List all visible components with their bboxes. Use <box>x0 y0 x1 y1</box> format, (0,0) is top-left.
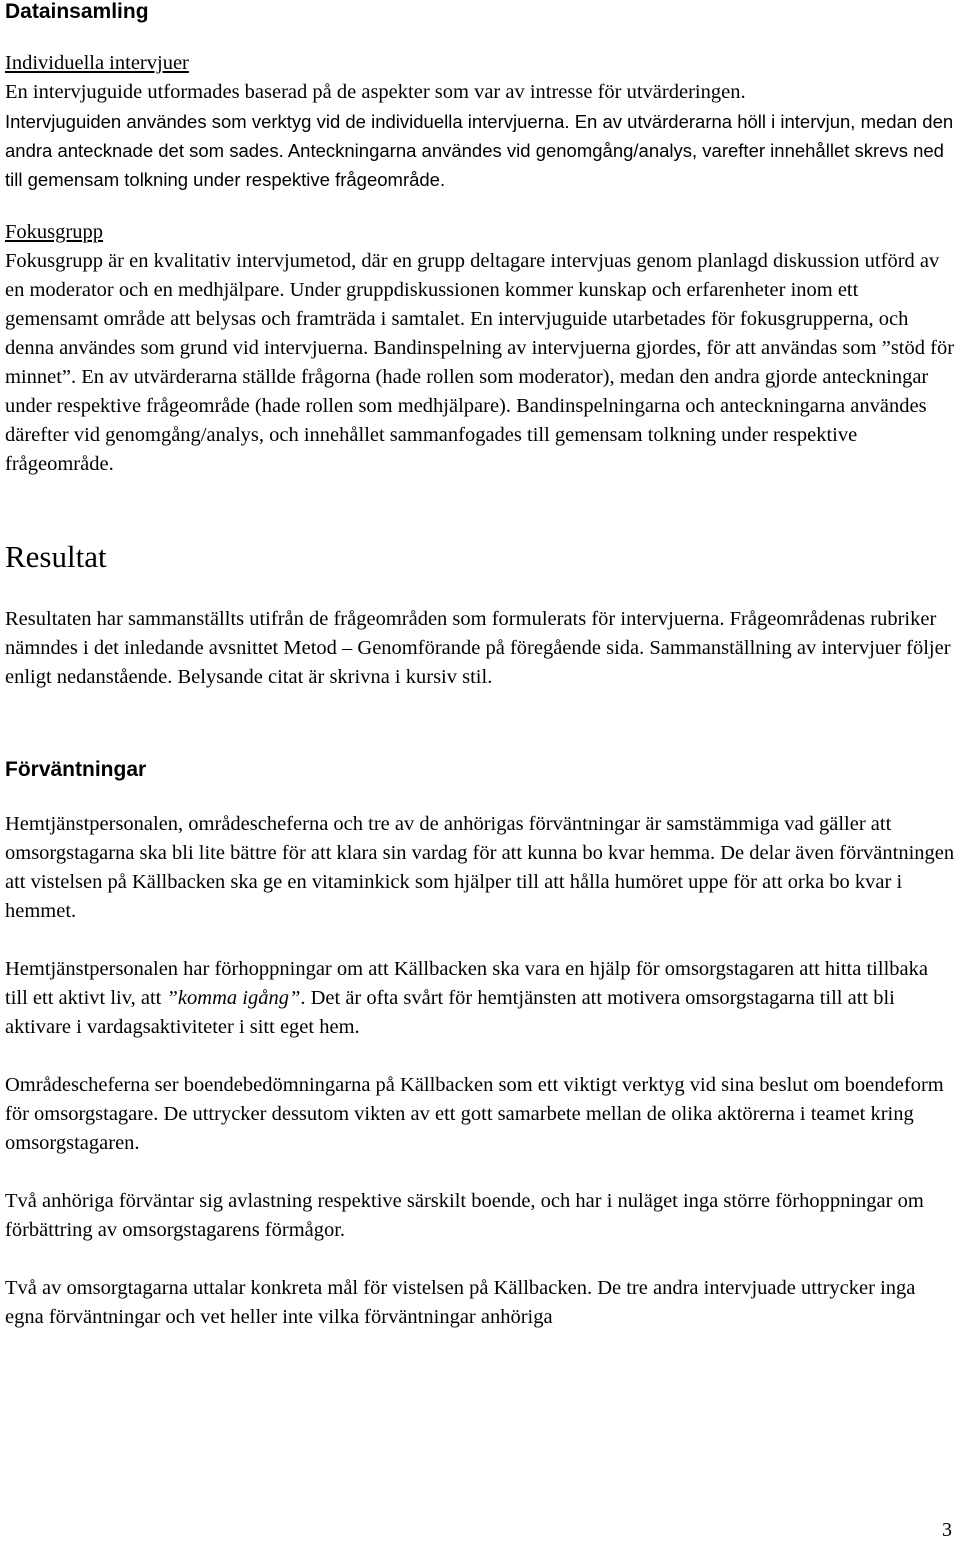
paragraph-forvantningar-3: Områdescheferna ser boendebedömningarna på Källbacken som ett viktigt verktyg vid sina beslut om boendeform för omsorgstagare. De uttrycker dessutom vikten av ett gott samarbete mellan de olika aktörerna i teamet kring omsorgstagaren. <box>5 1074 944 1154</box>
paragraph-forvantningar-2-end: . Det är ofta svårt för hemtjänsten att motivera omsorgstagarna till att bli aktivare i vardagsaktiviteter i sitt eget hem. <box>5 987 895 1038</box>
section-title-resultat: Resultat <box>5 539 107 574</box>
paragraph-forvantningar-2-start: Hemtjänstpersonalen har förhoppningar om att Källbacken ska vara en hjälp för omsorgstagaren att hitta tillbaka till ett aktivt liv, att <box>5 958 928 1009</box>
paragraph-individuella-intervjuer: Intervjuguiden användes som verktyg vid de individuella intervjuerna. En av utvärderarna höll i intervjun, medan den andra antecknade det som sades. Anteckningarna användes vid genomgång/analys, varefter innehållet skrevs ned till gemensam tolkning under respektive frågeområde. <box>5 111 954 190</box>
paragraph-forvantningar-2 <box>5 955 955 1042</box>
document-page <box>5 0 955 1332</box>
paragraph-forvantningar-5: Två av omsorgtagarna uttalar konkreta mål för vistelsen på Källbacken. De tre andra intervjuade uttrycker inga egna förväntningar och vet heller inte vilka förväntningar anhöriga <box>5 1277 916 1328</box>
subheading-individuella-intervjuer: Individuella intervjuer <box>5 52 189 74</box>
paragraph-forvantningar-4: Två anhöriga förväntar sig avlastning respektive särskilt boende, och har i nuläget inga större förhoppningar om förbättring av omsorgstagarens förmågor. <box>5 1190 924 1241</box>
subheading-fokusgrupp: Fokusgrupp <box>5 221 103 243</box>
section-title-forvantningar: Förväntningar <box>5 758 147 781</box>
paragraph-individuella-line1: En intervjuguide utformades baserad på de aspekter som var av intresse för utvärderingen. <box>5 81 746 103</box>
paragraph-resultat: Resultaten har sammanställts utifrån de frågeområden som formulerats för intervjuerna. Frågeområdenas rubriker nämndes i det inledande avsnittet Metod – Genomförande på föregående sida. Sammanställning av intervjuer följer enligt nedanstående. Belysande citat är skrivna i kursiv stil. <box>5 608 951 688</box>
page-number: 3 <box>942 1519 952 1541</box>
italic-quote: ”komma igång” <box>166 987 301 1009</box>
paragraph-forvantningar-1: Hemtjänstpersonalen, områdescheferna och tre av de anhörigas förväntningar är samstämmiga vad gäller att omsorgstagarna ska bli lite bättre för att klara sin vardag för att kunna bo kvar hemma. De delar även förväntningen att vistelsen på Källbacken ska ge en vitaminkick som hjälper till att hålla humöret uppe för att orka bo kvar i hemmet. <box>5 813 955 922</box>
section-title-datainsamling: Datainsamling <box>5 0 149 23</box>
paragraph-fokusgrupp: Fokusgrupp är en kvalitativ intervjumetod, där en grupp deltagare intervjuas genom planlagd diskussion utförd av en moderator och en medhjälpare. Under gruppdiskussionen kommer kunskap och erfarenheter inom ett gemensamt område att belysas och framträda i samtalet. En intervjuguide utarbetades för fokusgrupperna, och denna användes som grund vid intervjuerna. Bandinspelning av intervjuerna gjordes, för att användas som ”stöd för minnet”. En av utvärderarna ställde frågorna (hade rollen som moderator), medan den andra gjorde anteckningar under respektive frågeområde (hade rollen som medhjälpare). Bandinspelningarna och anteckningarna användes därefter vid genomgång/analys, och innehållet sammanfogades till gemensam tolkning under respektive frågeområde. <box>5 250 955 475</box>
